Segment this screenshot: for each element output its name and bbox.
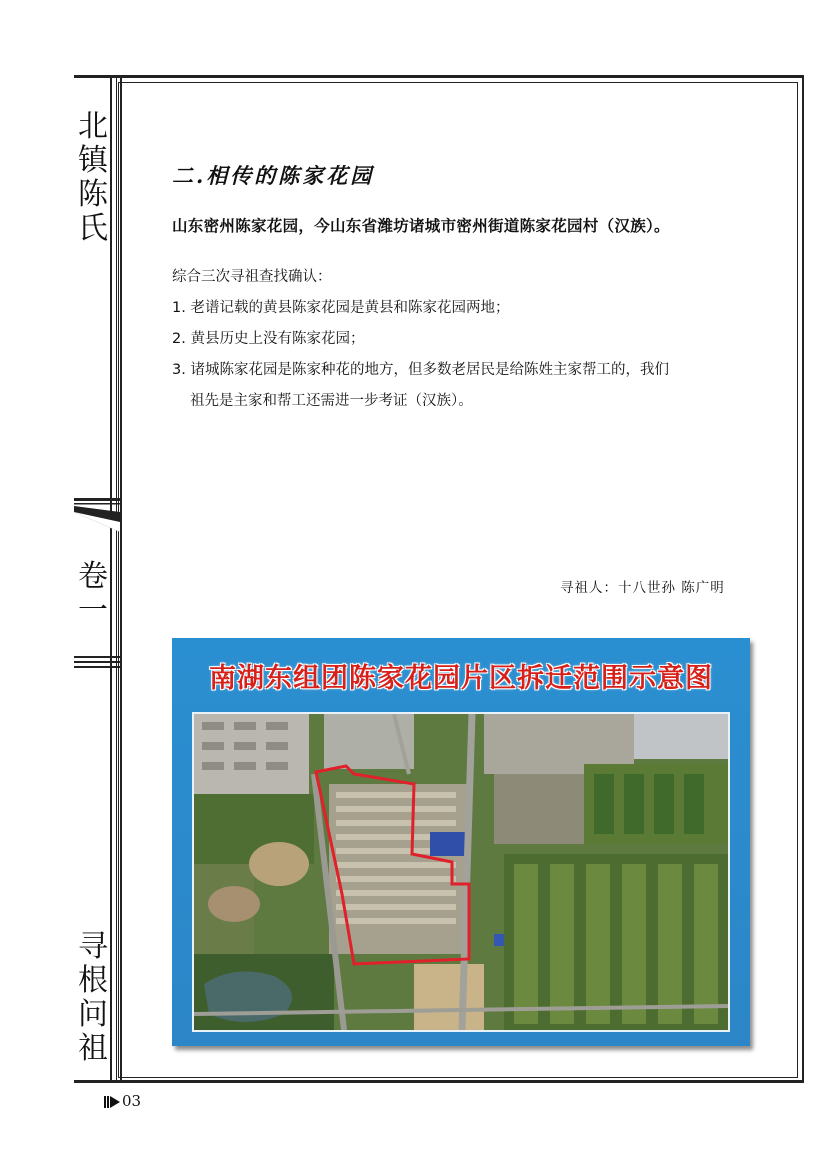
frame-rule (110, 75, 112, 1083)
sidebar-char: 寻 (78, 929, 108, 964)
frame-rule (116, 75, 117, 1083)
lead-paragraph: 山东密州陈家花园，今山东省潍坊诸城市密州街道陈家花园村（汉族）。 (172, 217, 670, 235)
sidebar-char: 一 (78, 593, 108, 628)
sidebar-char: 氏 (78, 211, 108, 246)
sidebar-char: 祖 (78, 1031, 108, 1066)
list-item: 2. 黄县历史上没有陈家花园； (172, 331, 365, 347)
list-item: 3. 诸城陈家花园是陈家种花的地方，但多数老居民是给陈姓主家帮工的，我们 (172, 362, 669, 378)
aerial-map-image (192, 712, 730, 1032)
aerial-photo-illustration (194, 714, 728, 1030)
sidebar-char: 根 (78, 963, 108, 998)
page-number-text: 03 (122, 1092, 142, 1110)
sidebar-char: 镇 (78, 143, 108, 178)
sidebar-volume-label (76, 560, 110, 628)
sidebar-bottom-label (76, 930, 110, 1066)
page-marker-icon (104, 1095, 120, 1109)
sidebar-top-label (76, 110, 110, 246)
list-item-continuation: 祖先是主家和帮工还需进一步考证（汉族）。 (190, 393, 473, 409)
wedge-ornament-icon (74, 498, 120, 532)
findings-block (172, 262, 762, 417)
findings-intro: 综合三次寻祖查找确认： (172, 269, 332, 285)
list-item: 1. 老谱记载的黄县陈家花园是黄县和陈家花园两地； (172, 300, 510, 316)
map-title: 南湖东组团陈家花园片区拆迁范围示意图 (209, 663, 713, 694)
sidebar-char: 卷 (78, 559, 108, 594)
section-title: 二.相传的陈家花园 (172, 163, 375, 188)
sidebar-char: 问 (78, 997, 108, 1032)
page-number (104, 1092, 141, 1110)
double-bar-ornament (74, 656, 120, 671)
sidebar-char: 陈 (78, 177, 108, 212)
map-figure (172, 638, 750, 1046)
sidebar-char: 北 (78, 109, 108, 144)
signature: 寻祖人：十八世孙 陈广明 (560, 580, 725, 596)
